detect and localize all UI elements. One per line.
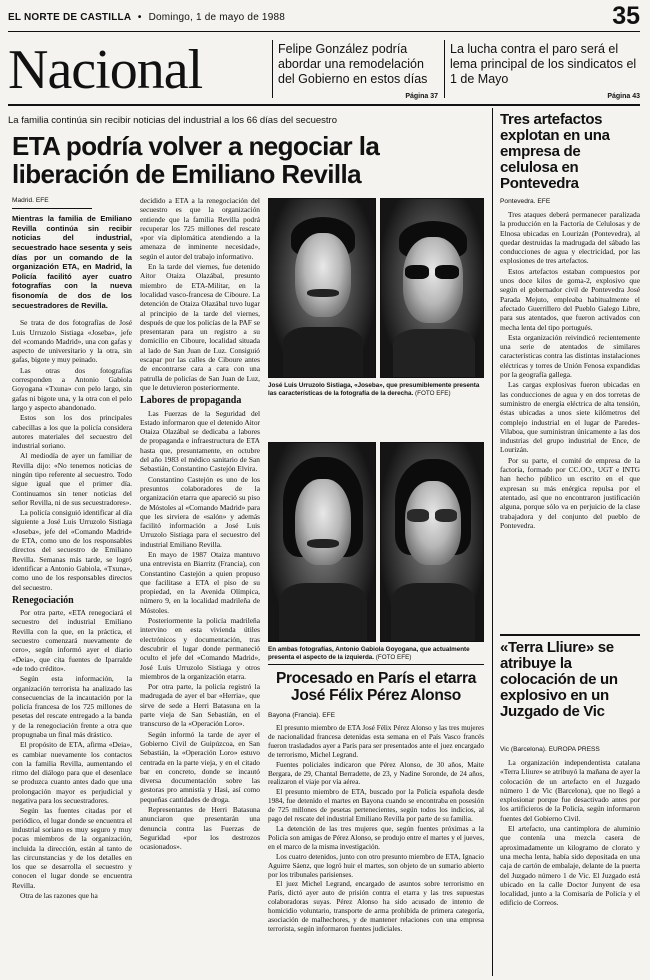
body-paragraph: Otra de las razones que ha bbox=[20, 891, 98, 901]
newspaper-name: EL NORTE DE CASTILLA bbox=[8, 12, 131, 23]
body-paragraph: Las cargas explosivas fueron ubicadas en las conducciones de agua y en dos torretas de suministro de energía eléctrica de alta tensión, éstas ubicadas a unos siete kilómetros del complejo industrial en el lugar de Paredes-Vilaboa, que suministran únicamente a las dos industrias del grupo industrial de Ence, de Lourizán. bbox=[500, 380, 640, 455]
right-column-divider bbox=[492, 108, 493, 976]
photo-gabiola-glasses bbox=[380, 442, 484, 642]
body-paragraph: El propósito de ETA, afirma «Deia», es cambiar nuevamente los contactos con la familia Revilla, aumentando el ritmo del diálogo para que el desenlace se produzca cuanto antes dado que una prolongación mayor es perjudicial y negativa para los secuestradores. bbox=[12, 740, 132, 806]
side-story-1-body bbox=[500, 210, 640, 630]
body-paragraph: La detención de las tres mujeres que, según fuentes próximas a la Policía son amigas de Pérez Alonso, se produjo entre el martes y el jueves, en el marco de la misma investigación. bbox=[268, 824, 484, 851]
body-paragraph: Estos son los dos principales cabecillas a los que la policía considera autores materiales del secuestro del industrial soriano. bbox=[12, 413, 132, 451]
header-rule bbox=[8, 104, 640, 106]
body-paragraph: La organización independentista catalana «Terra Lliure» se atribuyó la mañana de ayer la colocación de un artefacto en el Juzgado número 1 de Vic (Barcelona), que no llegó a explosionar porque fue desactivado antes por los artificieros de la Policía, según informaron fuentes del Gobierno Civil. bbox=[500, 758, 640, 823]
photo-urruzolo-moustache bbox=[268, 198, 376, 378]
story-column-1 bbox=[12, 196, 132, 976]
body-paragraph: Según esta información, la organización terrorista ha analizado las consecuencias de la incautación por la policía francesa de los 725 millones de pesetas del rescate entregado a la banda y de la renegociación frente a otra que propugnaba un final más drástico. bbox=[12, 674, 132, 739]
teaser-paro[interactable] bbox=[450, 42, 640, 100]
body-paragraph: Las Fuerzas de la Seguridad del Estado informaron que el detenido Aitor Otaiza Olazábal se dedicaba a labores de propaganda e infraestructura de ETA hasta que, presuntamente, en octubre del año 1983 el médico sanitario de San Sebastián, Constantino Castejón Elvira. bbox=[140, 408, 260, 474]
body-paragraph: La policía consiguió identificar al día siguiente a José Luis Urruzolo Sistiaga «Joseba», jefe del «Comando Madrid» de ETA, como uno de los responsables directos del secuestro de Emiliano Revilla. Semanas más tarde, se logró identificar a Antonio Gabiola, «Txuna», como uno de los responsables directos del secuestro. bbox=[12, 508, 132, 592]
body-paragraph: decidido a ETA a la renegociación del secuestro es que la organización entiende que la familia Revilla podrá recuperar los 725 millones del rescate «por vía diplomática atendiendo a la amenaza de inminente necesidad», según el autor del trabajo informativo. bbox=[140, 196, 260, 261]
body-paragraph: El artefacto, una cantimplora de aluminio que contenía una mezcla casera de aproximadamente un kilogramo de clorato y una mecha lenta, había sido depositada en una caja de cartón de embalaje, delante de la puerta del Juzgado número 1 de Vic. El Juzgado está ubicado en la calle Doctor Junyent de esa localidad, junto a la Comisaría de Policía y el edificio de Correos. bbox=[500, 824, 640, 908]
body-paragraph: Por su parte, el comité de empresa de la factoría, formado por CC.OO., UGT e INTG han hecho público un escrito en el que expresan su más enérgica repulsa por el atentado, así que no encontraron justificación alguna, porque sólo va en perjuicio de la clase trabajadora y del conjunto del pueblo de Pontevedra. bbox=[500, 455, 640, 530]
body-paragraph: En mayo de 1987 Otaiza mantuvo una entrevista en Biarritz (Francia), con Constantino Castejón a quien propuso que facilitase a ETA el piso de su propiedad, en la Avenida Olímpica, número 9, en la localidad madrileña de Móstoles. bbox=[140, 549, 260, 615]
subhead-propaganda: Labores de propaganda bbox=[140, 395, 242, 407]
body-paragraph: El juez Michel Legrand, encargado de asuntos sobre terrorismo en París, dictó ayer auto de prisión contra el etarra y las tres supuestas colaboradoras suyas. Pérez Alonso ha sido acusado de intento de homicidio voluntario, transporte de arma prohibida de primera categoría, asociación de malhechores, y de mantener relaciones con una empresa terrorista, según informaron fuentes judiciales. bbox=[268, 880, 484, 933]
body-paragraph: Fuentes policiales indicaron que Pérez Alonso, de 30 años, Maite Bergara, de 29, Chantal Berradette, de 23, y Nadine Soronde, de 24 años, realizaron el viaje por vía aérea. bbox=[268, 760, 484, 787]
body-paragraph: Constantino Castejón es uno de los presuntos colaboradores de la organización etarra que apareció su piso de Móstoles al «Comando Madrid» para que les sirviera de «salón» y además facilitó información a José Luis Urruzolo Sistiaga para el secuestro del industrial Emiliano Revilla. bbox=[140, 474, 260, 549]
teaser-text: Felipe González podría abordar una remodelación del Gobierno en estos días bbox=[278, 42, 428, 86]
body-paragraph: Tres ataques deberá permanecer paralizada la producción en la Factoría de Celulosas y de Elnosa ubicadas en Lourizán (Pontevedra), al quedar destruidas la madrugada del sábado las conducciones de agua y electricidad, por las explosiones de tres artefactos. bbox=[500, 210, 640, 266]
teaser-text: La lucha contra el paro será el lema principal de los sindicatos el 1 de Mayo bbox=[450, 42, 637, 86]
body-paragraph: Las otras dos fotografías corresponden a Antonio Gabiola Goyogana «Txuna» con pelo largo, sin gafas ni bigote una, y la otra con el pelo largo y aspecto abandonado. bbox=[12, 365, 132, 412]
paris-dateline: Bayona (Francia). EFE bbox=[268, 712, 336, 719]
side-story-2-rule bbox=[500, 634, 640, 636]
paris-headline: Procesado en París el etarra José Félix Pérez Alonso bbox=[275, 670, 477, 704]
side-story-2-body bbox=[500, 758, 640, 976]
body-paragraph: Según informó la tarde de ayer el Gobierno Civil de Guipúzcoa, en San Sebastián, la «Operación Loro» estuvo centrada en la parte vieja, y en el citado bar en concreto, donde se incautó diversa documentación sobre las gestoras pro amnistía y Hasi, así como pequeñas cantidades de droga. bbox=[140, 729, 260, 804]
teaser-divider-right bbox=[444, 40, 445, 98]
masthead bbox=[8, 4, 640, 32]
body-paragraph: Se trata de dos fotografías de José Luis Urruzolo Sistiaga «Joseba», jefe del «comando Madrid», una con gafas y aspecto de universitario y la otra, sin gafas, bigote y muy peinado. bbox=[12, 318, 132, 365]
body-paragraph: En la tarde del viernes, fue detenido Aitor Otaiza Olazábal, presunto miembro de ETA-Militar, en la localidad vasco-francesa de Ciboure. La detención de Otaiza Olazábal tuvo lugar al principio de la tarde del viernes, después de que los policías de la PAF se presentaran para un registro a su domicilio en Ciboure, localidad situada al lado de San Juan de Luz. Consiguió escapar por las calles de Ciboure antes de encontrarse cara a cara con una patrulla de policías de San Juan de Luz, que le detuvieron posteriormente. bbox=[140, 262, 260, 392]
teaser-gonzalez[interactable] bbox=[278, 42, 438, 100]
teaser-divider-left bbox=[272, 40, 273, 98]
side-story-1-headline: Tres artefactos explotan en una empresa de celulosa en Pontevedra bbox=[500, 111, 610, 192]
body-paragraph: Esta organización reivindicó recientemente una serie de atentados de similares características contra las distintas instalaciones eléctricas y torres de Unión Fenosa expandidas por la geografía gallega. bbox=[500, 332, 640, 380]
paris-top-rule bbox=[268, 664, 484, 665]
body-paragraph: Posteriormente la policía madrileña intervino en esta vivienda útiles electrónicos y documentación, tras descubrir el lugar donde permaneció oculto el jefe del «Comando Madrid», José Luis Urruzolo Sistiaga y otros miembros de la organización etarra. bbox=[140, 616, 260, 681]
dateline-rule bbox=[12, 208, 92, 209]
side-story-2-dateline: Vic (Barcelona). EUROPA PRESS bbox=[500, 746, 600, 753]
body-paragraph: Representantes de Herri Batasuna anunciaron que presentarán una denuncia contra las Fuerzas de Seguridad «por los destrozos ocasionados». bbox=[140, 805, 260, 852]
teaser-page-ref: Página 43 bbox=[607, 93, 640, 100]
issue-date: Domingo, 1 de mayo de 1988 bbox=[148, 12, 285, 23]
body-paragraph: Los cuatro detenidos, junto con otro presunto miembro de ETA, Ignacio Aguirre Sáenz, que logró huir el martes, son objeto de un sumario abierto por los tribunales parisienses. bbox=[268, 852, 484, 879]
story-column-2 bbox=[140, 196, 260, 976]
side-story-2-headline: «Terra Lliure» se atribuye la colocación de un explosivo en un Juzgado de Vic bbox=[500, 639, 618, 720]
masthead-bullet: • bbox=[137, 12, 142, 23]
body-paragraph: Al mediodía de ayer un familiar de Revilla dijo: «No tenemos noticias de ningún tipo referente al secuestro. Todo sigue igual que el primer día. Continuamos sin tener noticias del señor Revilla, ni de sus secuestradores». bbox=[12, 451, 132, 507]
newspaper-masthead bbox=[8, 12, 285, 23]
section-title: Nacional bbox=[8, 39, 203, 101]
body-paragraph: Por otra parte, la policía registró la madrugada de ayer el bar «Herria», que sirve de sede a Herri Batasuna en la parte vieja de San Sebastián, en el transcurso de la «Operación Loro». bbox=[140, 682, 260, 729]
paris-body bbox=[268, 724, 484, 976]
page-number: 35 bbox=[612, 2, 640, 30]
body-paragraph: Por otra parte, «ETA renegociará el secuestro del industrial Emiliano Revilla con la que, en la práctica, el secuestro comenzará nuevamente de cero», según informó ayer el diario «Deia», que cita fuentes de Iparralde «de todo crédito». bbox=[12, 608, 132, 673]
photo-caption-1: José Luis Urruzolo Sistiaga, «Joseba», que presumiblemente presenta las características de la fotografía de la derecha. (FOTO EFE) bbox=[268, 382, 480, 397]
body-paragraph: Según las fuentes citadas por el periódico, el lugar donde se encuentra el industrial soriano es muy seguro y muy pocas miembros de la organización, incluida la dirección, están al tanto de las circunstancias y de los detalles en los que se desarrolla el secuestro y conocen el lugar donde se encuentra Revilla. bbox=[12, 806, 132, 890]
story-headline: ETA podría volver a negociar la liberación de Emiliano Revilla bbox=[12, 131, 380, 189]
body-paragraph: El presunto miembro de ETA, buscado por la Policía española desde 1984, fue detenido el martes en Bayona cuando se encontraba en posesión de 725 millones de pesetas pertenecientes, según todos los indicios, al pago del rescate del industrial Emiliano Revilla por parte de su familia. bbox=[268, 788, 484, 824]
teaser-page-ref: Página 37 bbox=[405, 93, 438, 100]
body-paragraph: El presunto miembro de ETA José Félix Pérez Alonso y las tres mujeres de nacionalidad francesa detenidas esta semana en el País Vasco francés fueron trasladados ayer a París para ser presentados ante el juez encargado de terrorismo, Michel Legrand. bbox=[268, 724, 484, 759]
story-intro: Mientras la familia de Emiliano Revilla continúa sin recibir noticias del industrial, secuestrado hace sesenta y seis días por un comando de la organización ETA, en Madrid, la Policía facilitó ayer cuatro fotografías con la nueva fisonomía de dos de los secuestradores de Revilla. bbox=[12, 214, 132, 310]
photo-urruzolo-glasses bbox=[380, 198, 484, 378]
photo-gabiola-longhair bbox=[268, 442, 376, 642]
body-paragraph: Estos artefactos estaban compuestos por unos doce kilos de goma-2, explosivo que según el gobernador civil de Pontevedra José Parada Mejuto, empleaba habitualmente el afectado Guerrillero del Pueblo Galego Libre, para sus atentados, que fueron activados con mecha lenta del tipo portugués. bbox=[500, 266, 640, 332]
story-kicker: La familia continúa sin recibir noticias del industrial a los 66 días del secuestro bbox=[8, 115, 337, 126]
photo-caption-2: En ambas fotografías, Antonio Gabiola Goyogana, que actualmente presenta el aspecto de la izquierda. (FOTO EFE) bbox=[268, 646, 470, 661]
story-dateline: Madrid. EFE bbox=[12, 197, 49, 204]
subhead-renegociacion: Renegociación bbox=[12, 594, 74, 606]
side-story-1-dateline: Pontevedra. EFE bbox=[500, 198, 551, 205]
